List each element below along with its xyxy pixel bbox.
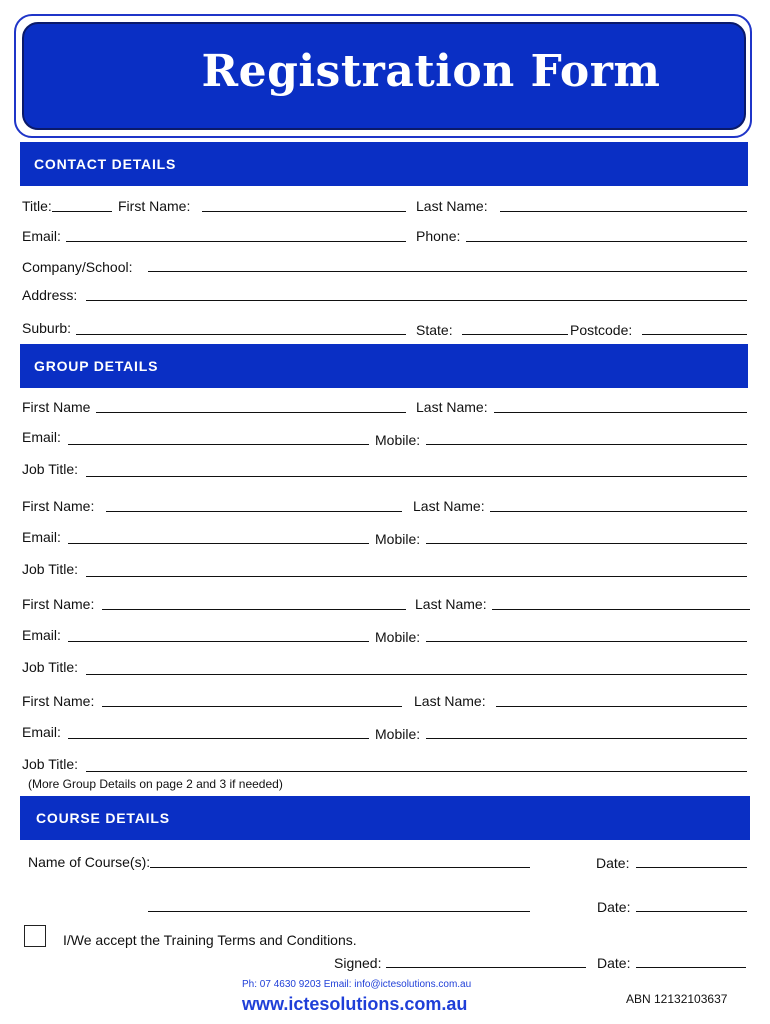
course-name-label: Name of Course(s): (28, 854, 151, 870)
group-last-name-field[interactable] (492, 609, 750, 610)
section-title: CONTACT DETAILS (34, 156, 177, 172)
group-job-title-field[interactable] (86, 771, 747, 772)
group-job-title-label: Job Title: (22, 561, 79, 577)
group-mobile-field[interactable] (426, 641, 747, 642)
group-email-label: Email: (22, 627, 61, 643)
company-label: Company/School: (22, 259, 133, 275)
course-details-header (20, 796, 750, 840)
group-last-name-label: Last Name: (416, 399, 488, 415)
group-first-name-label: First Name (22, 399, 91, 415)
postcode-field[interactable] (642, 334, 747, 335)
title-label: Title: (22, 198, 52, 214)
email-field[interactable] (66, 241, 406, 242)
group-email-label: Email: (22, 529, 61, 545)
phone-label: Phone: (416, 228, 461, 244)
last-name-label: Last Name: (416, 198, 488, 214)
address-label: Address: (22, 287, 78, 303)
group-email-label: Email: (22, 429, 61, 445)
signed-date-label: Date: (597, 955, 631, 971)
footer-contact: Ph: 07 4630 9203 Email: info@ictesolutions.com.au (242, 979, 472, 990)
group-first-name-label: First Name: (22, 498, 95, 514)
state-field[interactable] (462, 334, 568, 335)
group-mobile-label: Mobile: (375, 531, 421, 547)
group-first-name-field[interactable] (102, 609, 406, 610)
contact-details-header (20, 142, 748, 186)
group-email-field[interactable] (68, 543, 369, 544)
footer-website-link[interactable]: www.ictesolutions.com.au (242, 994, 468, 1014)
suburb-label: Suburb: (22, 320, 72, 336)
section-title: GROUP DETAILS (34, 358, 159, 374)
signed-label: Signed: (334, 955, 382, 971)
group-mobile-label: Mobile: (375, 432, 421, 448)
company-field[interactable] (148, 271, 747, 272)
course-date-label-2: Date: (597, 899, 631, 915)
group-job-title-field[interactable] (86, 674, 747, 675)
first-name-field[interactable] (202, 211, 406, 212)
group-details-header (20, 344, 748, 388)
page-title: Registration Form (201, 46, 661, 97)
group-last-name-label: Last Name: (414, 693, 486, 709)
group-job-title-field[interactable] (86, 476, 747, 477)
group-last-name-field[interactable] (490, 511, 747, 512)
postcode-label: Postcode: (570, 322, 633, 338)
group-mobile-label: Mobile: (375, 726, 421, 742)
group-first-name-field[interactable] (102, 706, 402, 707)
group-last-name-label: Last Name: (415, 596, 487, 612)
accept-terms-label: I/We accept the Training Terms and Conditions. (63, 932, 357, 948)
group-email-field[interactable] (68, 444, 369, 445)
accept-terms-checkbox[interactable] (24, 925, 46, 947)
course-name-field-2[interactable] (148, 911, 530, 912)
group-email-field[interactable] (68, 641, 369, 642)
state-label: State: (416, 322, 453, 338)
section-title: COURSE DETAILS (36, 810, 170, 826)
group-note: (More Group Details on page 2 and 3 if needed) (28, 777, 283, 791)
group-job-title-label: Job Title: (22, 461, 79, 477)
course-date-label: Date: (596, 855, 630, 871)
course-date-field[interactable] (636, 867, 747, 868)
group-email-field[interactable] (68, 738, 369, 739)
group-last-name-label: Last Name: (413, 498, 485, 514)
group-email-label: Email: (22, 724, 61, 740)
group-job-title-label: Job Title: (22, 659, 79, 675)
group-last-name-field[interactable] (496, 706, 747, 707)
course-name-field[interactable] (150, 867, 530, 868)
address-field[interactable] (86, 300, 747, 301)
group-first-name-label: First Name: (22, 596, 95, 612)
group-mobile-field[interactable] (426, 444, 747, 445)
group-job-title-field[interactable] (86, 576, 747, 577)
phone-field[interactable] (466, 241, 747, 242)
group-mobile-field[interactable] (426, 738, 747, 739)
group-first-name-field[interactable] (96, 412, 406, 413)
group-last-name-field[interactable] (494, 412, 747, 413)
abn-number: ABN 12132103637 (626, 992, 728, 1006)
group-mobile-label: Mobile: (375, 629, 421, 645)
group-job-title-label: Job Title: (22, 756, 79, 772)
title-field[interactable] (52, 211, 112, 212)
group-first-name-field[interactable] (106, 511, 402, 512)
course-date-field-2[interactable] (636, 911, 747, 912)
last-name-field[interactable] (500, 211, 747, 212)
group-mobile-field[interactable] (426, 543, 747, 544)
signed-date-field[interactable] (636, 967, 746, 968)
suburb-field[interactable] (76, 334, 406, 335)
signature-field[interactable] (386, 967, 586, 968)
email-label: Email: (22, 228, 61, 244)
group-first-name-label: First Name: (22, 693, 95, 709)
first-name-label: First Name: (118, 198, 191, 214)
